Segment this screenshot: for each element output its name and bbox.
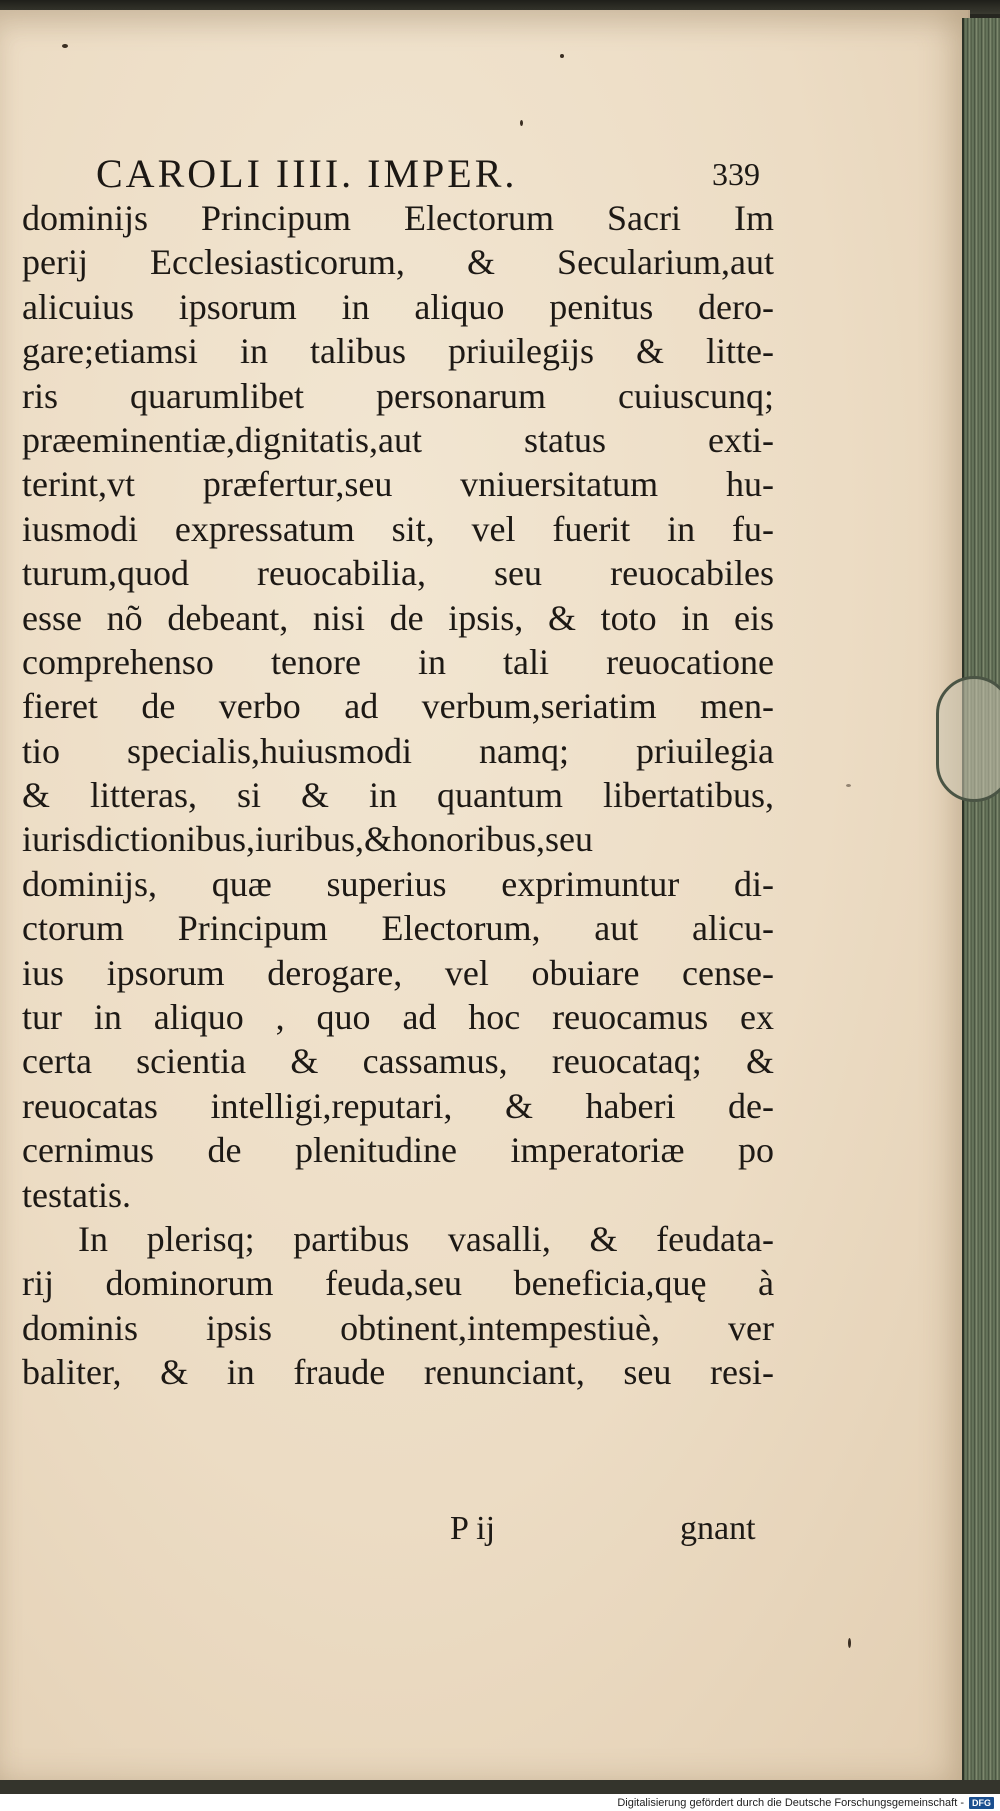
body-text <box>22 196 774 1395</box>
book-fore-edge <box>962 18 1000 1780</box>
text-line: gare;etiamsi in talibus priuilegijs & litte- <box>22 331 774 372</box>
text-line: tio specialis,huiusmodi namq; priuilegia <box>22 730 774 771</box>
text-line: certa scientia & cassamus, reuocataq; & <box>22 1041 774 1082</box>
text-line: cernimus de plenitudine imperatoriæ po <box>22 1130 774 1171</box>
text-line: dominijs, quæ superius exprimuntur di- <box>22 863 774 904</box>
text-line: dominis ipsis obtinent,intempestiuè, ver <box>22 1307 774 1348</box>
text-line: terint,vt præfertur,seu vniuersitatum hu- <box>22 464 774 505</box>
page-number: 339 <box>712 156 760 192</box>
catchword: gnant <box>680 1510 756 1547</box>
scan-bottom-edge <box>0 1780 1000 1794</box>
paper-speck <box>62 44 68 48</box>
paper-speck <box>846 784 851 787</box>
text-line: esse nõ debeant, nisi de ipsis, & toto in eis <box>22 597 774 638</box>
paper-speck <box>848 1638 851 1648</box>
text-line: In plerisq; partibus vasalli, & feudata- <box>78 1218 774 1259</box>
text-line: comprehenso tenore in tali reuocatione <box>22 641 774 682</box>
text-line: ris quarumlibet personarum cuiuscunq; <box>22 375 774 416</box>
text-line: fieret de verbo ad verbum,seriatim men- <box>22 686 774 727</box>
text-line: ctorum Principum Electorum, aut alicu- <box>22 908 774 949</box>
digitization-footer <box>0 1794 1000 1811</box>
text-line: turum,quod reuocabilia, seu reuocabiles <box>22 553 774 594</box>
paper-speck <box>520 120 523 126</box>
text-line: alicuius ipsorum in aliquo penitus dero- <box>22 286 774 327</box>
text-line: iurisdictionibus,iuribus,&honoribus,seu <box>22 819 593 860</box>
book-clasp <box>936 676 1000 802</box>
signature-mark: P ij <box>450 1510 496 1547</box>
text-line: iusmodi expressatum sit, vel fuerit in fu- <box>22 508 774 549</box>
text-line: tur in aliquo , quo ad hoc reuocamus ex <box>22 997 774 1038</box>
text-line: & litteras, si & in quantum libertatibus, <box>22 775 774 816</box>
text-line: ius ipsorum derogare, vel obuiare cense- <box>22 952 774 993</box>
text-line: reuocatas intelligi,reputari, & haberi de- <box>22 1085 774 1126</box>
text-line: baliter, & in fraude renunciant, seu resi- <box>22 1352 774 1393</box>
dfg-logo: DFG <box>969 1797 994 1809</box>
text-line: dominijs Principum Electorum Sacri Im <box>22 198 774 238</box>
text-line: testatis. <box>22 1174 131 1215</box>
funding-notice: Digitalisierung gefördert durch die Deutsche Forschungsgemeinschaft - <box>617 1796 964 1809</box>
paper-speck <box>560 54 564 58</box>
running-head: CAROLI IIII. IMPER. <box>96 151 518 196</box>
text-line: præeminentiæ,dignitatis,aut status exti- <box>22 419 774 460</box>
text-line: perij Ecclesiasticorum, & Secularium,aut <box>22 242 774 283</box>
text-line: rij dominorum feuda,seu beneficia,quę à <box>22 1263 774 1304</box>
